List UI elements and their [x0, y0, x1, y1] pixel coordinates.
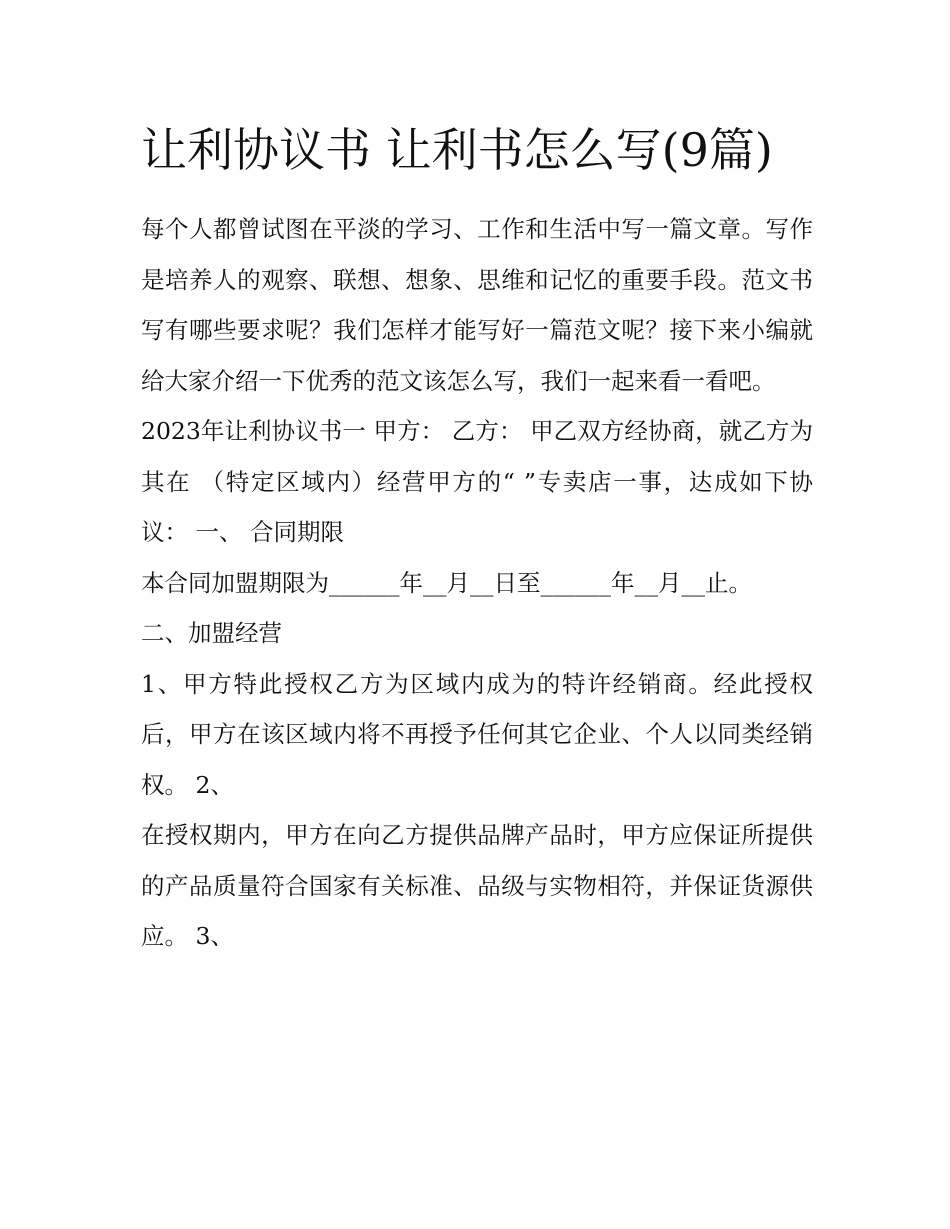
document-page [141, 112, 813, 962]
document-title: 让利协议书 让利书怎么写(9篇) [141, 123, 773, 177]
paragraph-intro: 每个人都曾试图在平淡的学习、工作和生活中写一篇文章。写作是培养人的观察、联想、想象、思维和记忆的重要手段。范文书写有哪些要求呢？我们怎样才能写好一篇范文呢？接下来小编就给大家介绍一下优秀的范文该怎么写，我们一起来看一看吧。 [141, 215, 813, 395]
paragraph-clause-2: 在授权期内，甲方在向乙方提供品牌产品时，甲方应保证所提供的产品质量符合国家有关标准、品级与实物相符，并保证货源供应。 3、 [141, 821, 813, 950]
paragraph-agreement-parties: 2023年让利协议书一 甲方： 乙方： 甲乙双方经协商，就乙方为其在 （特定区域内）经营甲方的“ ”专卖店一事，达成如下协议： 一、 合同期限 [141, 417, 813, 546]
paragraph-clause-1: 1、甲方特此授权乙方为区域内成为的特许经销商。经此授权后，甲方在该区域内将不再授予任何其它企业、个人以同类经销权。 2、 [141, 669, 813, 799]
paragraph-contract-term: 本合同加盟期限为______年__月__日至______年__月__止。 [141, 568, 752, 597]
section-heading-franchise: 二、加盟经营 [141, 619, 282, 647]
